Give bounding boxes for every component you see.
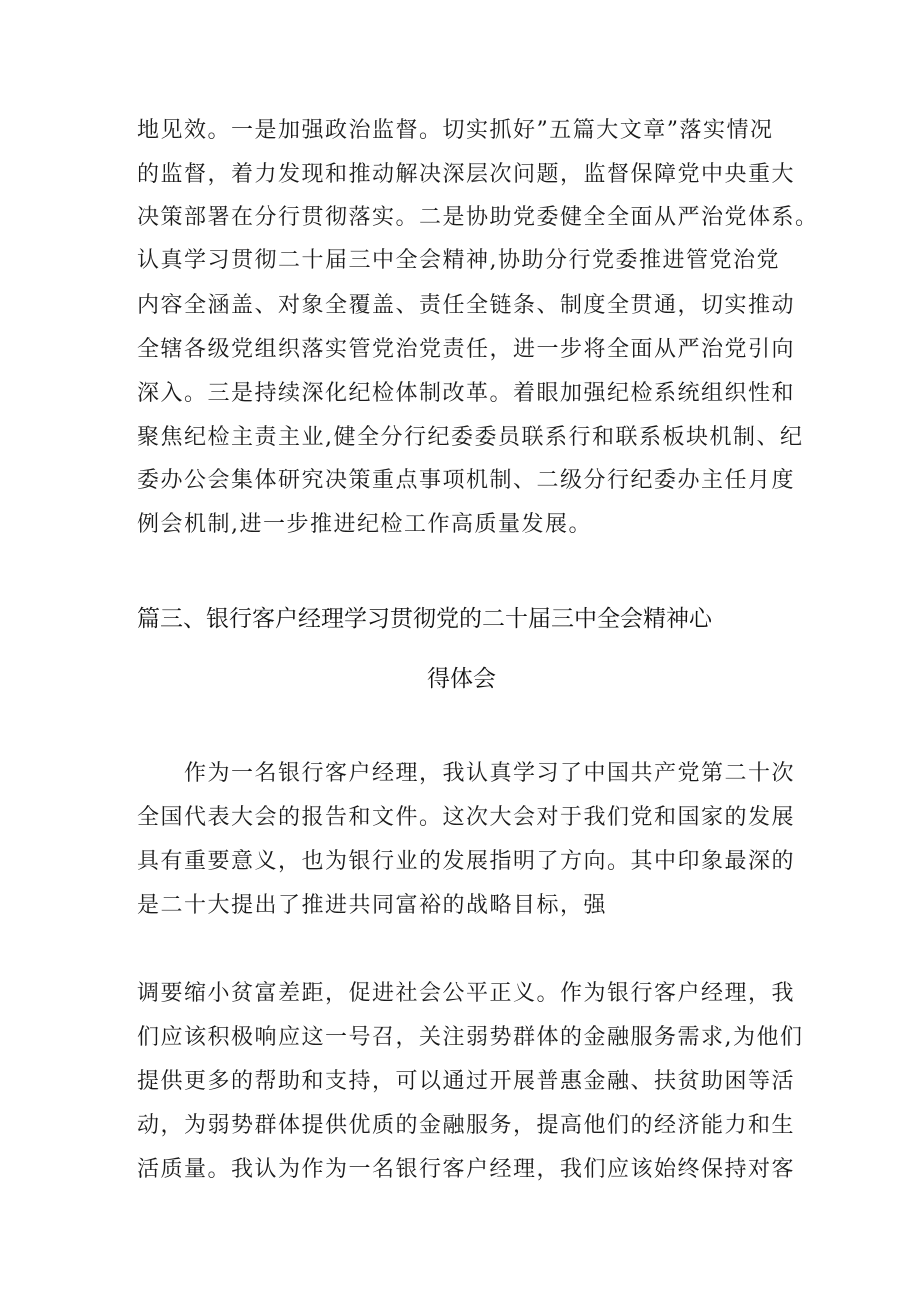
text-line: 是二十大提出了推进共同富裕的战略目标，强	[137, 893, 608, 918]
section-title-line1: 篇三、银行客户经理学习贯彻党的二十届三中全会精神心	[137, 606, 712, 632]
text-line: 地见效。一是加强政治监督。切实抓好”五篇大文章”落实情况	[137, 118, 774, 143]
text-line: 决策部署在分行贯彻落实。二是协助党委健全全面从严治党体系。	[137, 205, 819, 230]
text-line: 具有重要意义，也为银行业的发展指明了方向。其中印象最深的	[137, 849, 796, 874]
text-line: 聚焦纪检主责主业,健全分行纪委委员联系行和联系板块机制、纪	[137, 425, 804, 450]
text-line: 例会机制,进一步推进纪检工作高质量发展。	[137, 512, 592, 537]
text-line: 提供更多的帮助和支持，可以通过开展普惠金融、扶贫助困等活	[137, 1069, 796, 1094]
section-title-line2: 得体会	[427, 666, 496, 692]
text-line: 调要缩小贫富差距，促进社会公平正义。作为银行客户经理，我	[137, 981, 796, 1006]
text-line: 们应该积极响应这一号召，关注弱势群体的金融服务需求,为他们	[137, 1025, 804, 1050]
text-line: 全辖各级党组织落实管党治党责任，进一步将全面从严治党引向	[137, 337, 796, 362]
text-line: 深入。三是持续深化纪检体制改革。着眼加强纪检系统组织性和	[137, 381, 796, 406]
text-line: 动，为弱势群体提供优质的金融服务，提高他们的经济能力和生	[137, 1113, 796, 1138]
text-line: 内容全涵盖、对象全覆盖、责任全链条、制度全贯通，切实推动	[137, 293, 796, 318]
text-line: 的监督，着力发现和推动解决深层次问题，监督保障党中央重大	[137, 162, 796, 187]
text-line: 作为一名银行客户经理，我认真学习了中国共产党第二十次	[184, 761, 796, 786]
text-line: 认真学习贯彻二十届三中全会精神,协助分行党委推进管党治党	[137, 248, 780, 273]
text-line: 全国代表大会的报告和文件。这次大会对于我们党和国家的发展	[137, 805, 796, 830]
text-line: 委办公会集体研究决策重点事项机制、二级分行纪委办主任月度	[137, 468, 796, 493]
text-line: 活质量。我认为作为一名银行客户经理，我们应该始终保持对客	[137, 1157, 796, 1182]
